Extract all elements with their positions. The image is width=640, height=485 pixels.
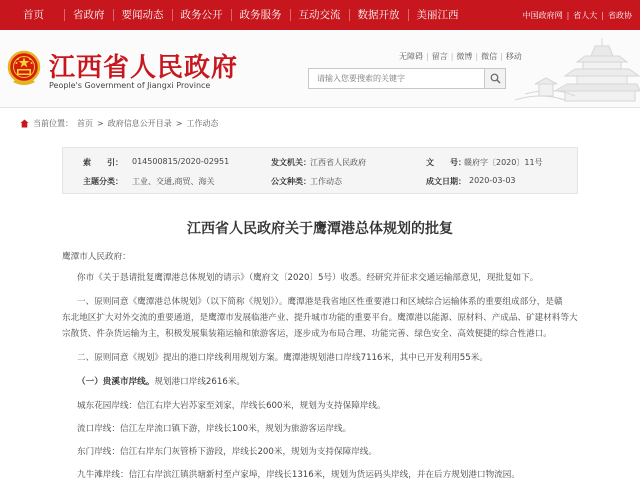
- search-icon: [490, 73, 501, 84]
- link-wechat[interactable]: 微信: [481, 52, 498, 61]
- national-emblem-icon: [7, 50, 41, 88]
- link-separator: |: [566, 10, 570, 20]
- article-paragraph: 东门岸线：信江右岸东门灰管桥下游段，岸线长200米，规划为支持保障岸线。: [77, 447, 377, 457]
- article-title: 江西省人民政府关于鹰潭港总体规划的批复: [187, 221, 453, 237]
- home-location-icon: [20, 119, 29, 128]
- article-paragraph: 流口岸线：信江左岸流口镇下游，岸线长100米，规划为旅游客运岸线。: [77, 424, 352, 434]
- link-separator: |: [426, 52, 429, 61]
- link-weibo[interactable]: 微博: [456, 52, 473, 61]
- nav-interaction[interactable]: 互动交流: [298, 9, 341, 21]
- site-title[interactable]: 江西省人民政府: [49, 53, 239, 83]
- docno-value: 赣府字〔2020〕11号: [464, 158, 543, 167]
- breadcrumb-work-news[interactable]: 工作动态: [186, 119, 219, 128]
- section-heading: （一）贵溪市岸线。: [77, 377, 155, 387]
- breadcrumb-separator: >: [175, 119, 183, 128]
- article-paragraph: 城东花园岸线：信江右岸大岩苏家至刘家，岸线长600米，规划为支持保障岸线。: [77, 401, 386, 411]
- link-provincial-cppcc[interactable]: 省政协: [608, 10, 632, 20]
- breadcrumb-label: 当前位置：: [33, 119, 73, 128]
- link-accessibility[interactable]: 无障碍: [399, 52, 423, 61]
- link-china-gov[interactable]: 中国政府网: [522, 10, 563, 20]
- issuer-label: 发文机关：: [271, 158, 311, 167]
- top-right-links: [523, 0, 632, 30]
- nav-open-data[interactable]: 数据开放: [357, 9, 400, 21]
- breadcrumb-info-catalog[interactable]: 政府信息公开目录: [107, 119, 172, 128]
- type-label: 公文种类：: [271, 177, 311, 186]
- nav-beautiful-jiangxi[interactable]: 美丽江西: [416, 9, 459, 21]
- date-value: 2020-03-03: [469, 176, 516, 185]
- article-paragraph: 宗散货、件杂货运输为主，积极发展集装箱运输和旅游客运，逐步成为布局合理、功能完善、绿色安全、高效便捷的综合性港口。: [62, 329, 552, 339]
- date-label: 成文日期：: [426, 177, 466, 186]
- nav-government-services[interactable]: 政务服务: [239, 9, 282, 21]
- docno-label: 文 号：: [426, 158, 466, 167]
- breadcrumb-home[interactable]: 首页: [77, 119, 93, 128]
- link-separator: |: [450, 52, 454, 61]
- subject-value: 工业、交通,商贸、海关: [132, 177, 215, 186]
- article-paragraph: 九牛滩岸线：信江右岸滨江镇洪塘新村至卢家埠，岸线长1316米，规划为货运码头岸线，并在后方规划港口物流园。: [77, 470, 520, 480]
- link-provincial-congress[interactable]: 省人大: [573, 10, 598, 20]
- index-label: 索 引：: [83, 158, 123, 167]
- nav-provincial-government[interactable]: 省政府: [73, 9, 105, 21]
- index-value: 014500815/2020-02951: [132, 157, 230, 166]
- nav-government-affairs[interactable]: 政务公开: [180, 9, 223, 21]
- site-header: [0, 30, 640, 108]
- article-paragraph: 东北地区扩大对外交流的重要通道，是鹰潭市发展临港产业、提升城市功能的重要平台。鹰潭港以能源、原材料、产成品、矿建材料等大: [62, 313, 578, 323]
- issuer-value: 江西省人民政府: [310, 158, 366, 167]
- search-input[interactable]: [309, 69, 505, 88]
- article-paragraph: 你市《关于恳请批复鹰潭港总体规划的请示》（鹰府文〔2020〕5号）收悉。经研究并征求交通运输部意见，现批复如下。: [77, 273, 539, 283]
- top-nav: [0, 0, 640, 30]
- link-mobile[interactable]: 移动: [505, 52, 522, 61]
- breadcrumb-separator: >: [97, 119, 104, 128]
- section-heading-text: 规划港口岸线2616米。: [154, 377, 245, 387]
- nav-home[interactable]: 首页: [23, 9, 44, 21]
- type-value: 工作动态: [310, 177, 342, 186]
- nav-news[interactable]: 要闻动态: [121, 9, 164, 21]
- link-message[interactable]: 留言: [431, 52, 448, 61]
- breadcrumb: [20, 118, 218, 129]
- search-button[interactable]: [484, 68, 506, 89]
- link-separator: |: [601, 10, 604, 20]
- document-metadata: [62, 147, 578, 194]
- search-box: [308, 68, 506, 89]
- subject-label: 主题分类：: [83, 177, 123, 186]
- link-separator: |: [500, 52, 503, 61]
- article-paragraph: 二、原则同意《规划》提出的港口岸线利用规划方案。鹰潭港规划港口岸线7116米，其中已开发利用55米。: [77, 353, 488, 363]
- tengwang-pavilion-illustration: [515, 34, 640, 108]
- article-paragraph: [77, 374, 245, 390]
- utility-links: [399, 51, 522, 62]
- article-paragraph: 一、原则同意《鹰潭港总体规划》（以下简称《规划》）。鹰潭港是我省地区性重要港口和区域综合运输体系的重要组成部分，是赣: [77, 297, 563, 307]
- site-subtitle: People's Government of Jiangxi Province: [49, 81, 211, 90]
- link-separator: |: [475, 52, 479, 61]
- article-salutation: 鹰潭市人民政府：: [62, 252, 131, 262]
